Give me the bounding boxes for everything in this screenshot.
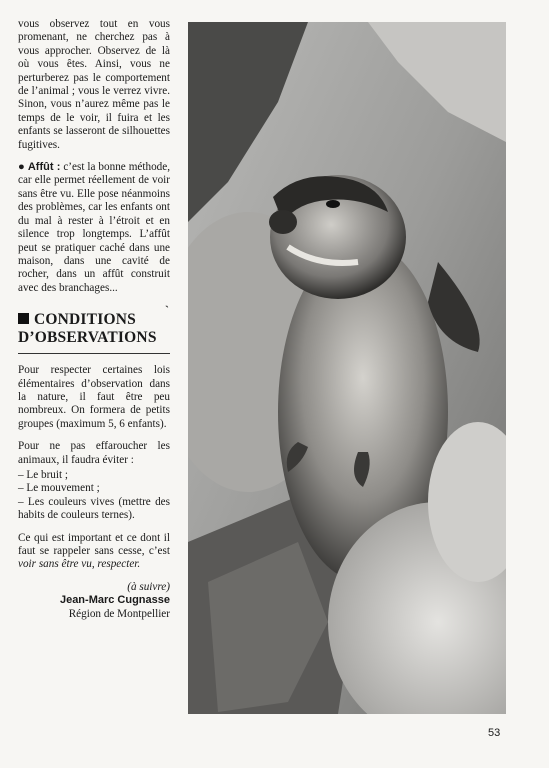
list-item: – Les couleurs vives (mettre des habits de couleurs ternes). — [18, 495, 170, 522]
avoid-intro-paragraph: Pour ne pas effaroucher les animaux, il faudra éviter : — [18, 440, 170, 466]
marmot-photo-illustration — [188, 22, 506, 714]
list-item: – Le bruit ; — [18, 468, 69, 481]
marmot-photo — [188, 22, 506, 714]
conclusion-text: Ce qui est important et ce dont il faut se rappeler sans cesse, c’est — [18, 531, 170, 557]
affut-text: c’est la bonne méthode, car elle permet réellement de voir sans être vu. Elle pose néanmoins des problèmes, car les enfants ont du mal à rester à l’étroit et en silence trop longtemps. L’affût peut se pratiquer caché dans une maison, dans une cavité de rocher, dans un affût construit avec des branchages... — [18, 161, 171, 294]
heading-line-2: D’OBSERVATIONS — [18, 329, 157, 347]
author-name: Jean-Marc Cugnasse — [59, 594, 170, 607]
list-item: – Le mouvement ; — [18, 482, 100, 495]
heading-line-1: CONDITIONS — [34, 311, 136, 329]
article-text-column — [18, 18, 170, 621]
heading-rule — [18, 353, 170, 354]
avoid-list — [18, 469, 170, 523]
stray-mark: ` — [165, 303, 170, 318]
to-be-continued: (à suivre) — [127, 580, 170, 593]
group-size-paragraph: Pour respecter certaines lois élémentaires d’observation dans la nature, il faut être peu nombreux. On formera de petits groupes (maximum 5, 6 enfants). — [18, 364, 170, 430]
affut-title: Affût : — [27, 161, 61, 174]
signature-block — [18, 581, 170, 621]
bullet-icon: ● — [18, 161, 25, 174]
conclusion-emphasis: voir sans être vu, respecter. — [18, 558, 141, 571]
intro-paragraph: vous observez tout en vous promenant, ne cherchez pas à vous approcher. Observez de là où vous êtes. Ainsi, vous ne perturberez pas le comportement de l’animal ; vous le verrez vivre. Sinon, vous n’aurez même pas le temps de le voir, il fuira et les enfants se lasseront de silhouettes fugitives. — [18, 18, 170, 151]
square-bullet-icon — [18, 313, 29, 324]
author-region: Région de Montpellier — [68, 607, 170, 620]
conclusion-paragraph — [18, 532, 170, 572]
page-number: 53 — [488, 727, 501, 739]
section-heading — [18, 303, 170, 347]
affut-paragraph — [18, 161, 170, 295]
